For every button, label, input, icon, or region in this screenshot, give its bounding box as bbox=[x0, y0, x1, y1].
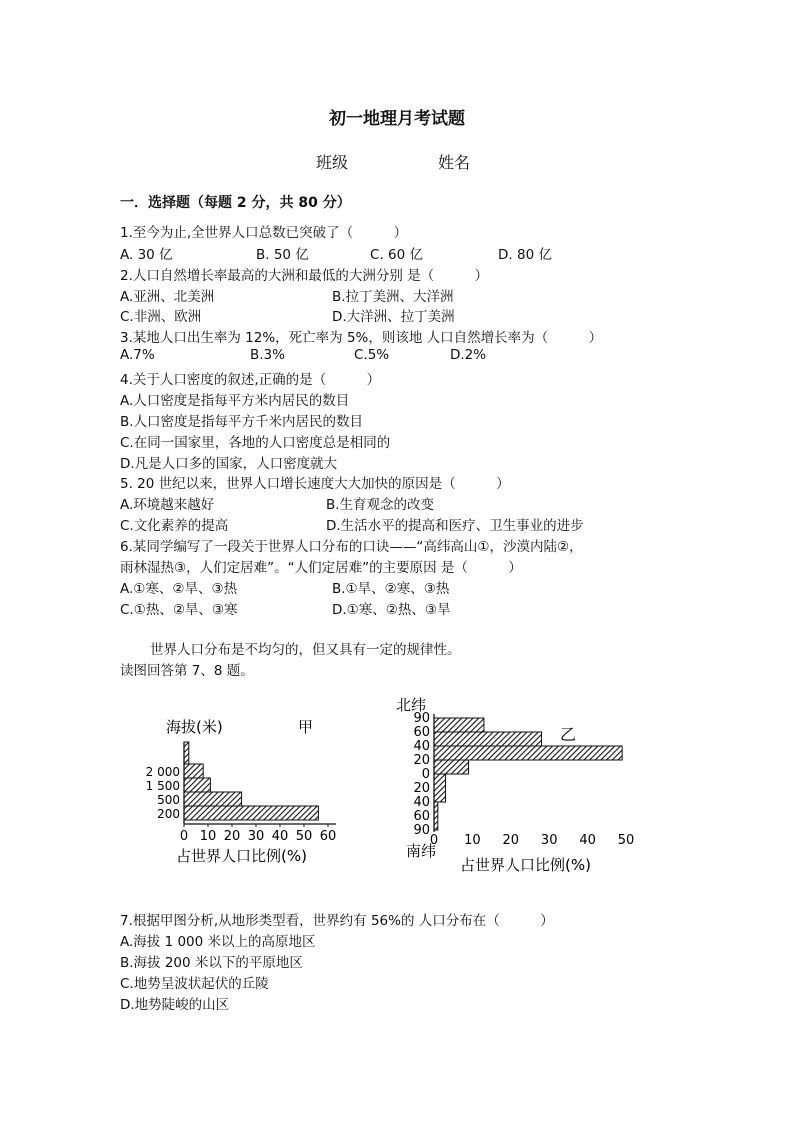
chart-b-lat-label: 20 bbox=[413, 781, 430, 796]
chart-a-tick-label: 10 bbox=[199, 829, 217, 844]
chart-b-tick-label: 40 bbox=[579, 833, 596, 848]
chart-b-tick-label: 30 bbox=[540, 833, 558, 848]
chart-a-category-label: 200 bbox=[157, 807, 180, 821]
question-1-option-b: B. 50 亿 bbox=[256, 247, 309, 263]
chart-a-bar bbox=[184, 778, 210, 792]
chart-a-plot bbox=[146, 742, 337, 844]
chart-a-tick-label: 30 bbox=[247, 829, 265, 844]
question-5-stem: 5. 20 世纪以来，世界人口增长速度大大加快的原因是（ ） bbox=[120, 476, 510, 492]
chart-a-tick-label: 60 bbox=[319, 829, 337, 844]
question-7-stem: 7.根据甲图分析,从地形类型看，世界约有 56%的 人口分布在（ ） bbox=[120, 913, 554, 929]
charts-svg bbox=[145, 684, 640, 884]
charts-figure bbox=[145, 684, 640, 888]
chart-b-tick-label: 10 bbox=[464, 833, 481, 848]
question-2-option-a: A.亚洲、北美洲 bbox=[120, 289, 215, 305]
chart-b-lat-label: 60 bbox=[413, 809, 430, 824]
question-2-stem: 2.人口自然增长率最高的大洲和最低的大洲分别 是（ ） bbox=[120, 268, 489, 284]
question-7-option-c: C.地势呈波状起伏的丘陵 bbox=[120, 976, 269, 992]
question-5-option-b: B.生育观念的改变 bbox=[326, 497, 435, 513]
chart-b-lat-label: 90 bbox=[413, 711, 430, 726]
question-6-option-d: D.①寒、②热、③旱 bbox=[332, 602, 451, 618]
name-label: 姓名 bbox=[438, 153, 471, 172]
question-4-option-c: C.在同一国家里，各地的人口密度总是相同的 bbox=[120, 435, 391, 451]
chart-a-category-label: 500 bbox=[157, 793, 180, 807]
question-4-option-b: B.人口密度是指每平方千米内居民的数目 bbox=[120, 414, 364, 430]
chart-a-category-label: 1 500 bbox=[145, 779, 180, 793]
question-2-option-b: B.拉丁美洲、大洋洲 bbox=[332, 289, 454, 305]
chart-a-category-label: 2 000 bbox=[145, 765, 180, 779]
chart-a-xlabel: 占世界人口比例(%) bbox=[176, 847, 307, 865]
question-2-option-d: D.大洋洲、拉丁美洲 bbox=[332, 309, 455, 325]
question-1-stem: 1.至今为止,全世界人口总数已突破了（ ） bbox=[120, 225, 408, 241]
question-3-option-c: C.5% bbox=[354, 347, 390, 363]
chart-b-title: 乙 bbox=[560, 725, 577, 744]
question-5-option-a: A.环境越来越好 bbox=[120, 497, 215, 513]
question-7-option-b: B.海拔 200 米以下的平原地区 bbox=[120, 955, 303, 971]
passage-line-1: 世界人口分布是不均匀的，但又具有一定的规律性。 bbox=[150, 642, 461, 658]
chart-b-lat-label: 60 bbox=[413, 725, 430, 740]
chart-a-tick-label: 50 bbox=[295, 829, 313, 844]
chart-b-lat-label: 40 bbox=[413, 739, 430, 754]
chart-a-bar bbox=[184, 764, 203, 778]
page-title: 初一地理月考试题 bbox=[329, 109, 465, 129]
chart-b-lat-label: 20 bbox=[413, 753, 430, 768]
chart-b-tick-label: 50 bbox=[617, 833, 635, 848]
question-3-option-d: D.2% bbox=[450, 347, 487, 363]
chart-b-ylabel-north: 北纬 bbox=[396, 696, 427, 714]
chart-a-bar bbox=[184, 806, 318, 820]
chart-b-plot bbox=[413, 711, 634, 848]
chart-b-bar bbox=[434, 746, 622, 760]
question-6-option-a: A.①寒、②旱、③热 bbox=[120, 581, 238, 597]
question-1-option-d: D. 80 亿 bbox=[498, 247, 552, 263]
question-6-stem-line-1: 6.某同学编写了一段关于世界人口分布的口诀——“高纬高山①，沙漠内陆②， bbox=[120, 539, 583, 555]
chart-a-tick-label: 40 bbox=[271, 829, 289, 844]
question-5-option-d: D.生活水平的提高和医疗、卫生事业的进步 bbox=[326, 518, 584, 534]
chart-b-bar bbox=[434, 718, 484, 732]
question-3-option-a: A.7% bbox=[120, 347, 155, 363]
chart-a-bar-top bbox=[184, 742, 189, 764]
question-4-stem: 4.关于人口密度的叙述,正确的是（ ） bbox=[120, 372, 381, 388]
chart-b-bar bbox=[434, 760, 469, 774]
question-2-option-c: C.非洲、欧洲 bbox=[120, 309, 202, 325]
question-5-option-c: C.文化素养的提高 bbox=[120, 518, 229, 534]
question-6-option-b: B.①旱、②寒、③热 bbox=[332, 581, 450, 597]
chart-b-lat-label: 40 bbox=[413, 795, 430, 810]
chart-a-tick-label: 0 bbox=[179, 829, 189, 844]
chart-b-bar bbox=[434, 774, 446, 802]
chart-b-tick-label: 0 bbox=[429, 833, 439, 848]
chart-b-tick-label: 20 bbox=[502, 833, 520, 848]
chart-a-title: 甲 bbox=[298, 718, 314, 736]
chart-b-bar bbox=[434, 732, 542, 746]
question-4-option-d: D.凡是人口多的国家，人口密度就大 bbox=[120, 456, 338, 472]
question-4-option-a: A.人口密度是指每平方米内居民的数目 bbox=[120, 393, 350, 409]
section-heading: 一．选择题（每题 2 分，共 80 分） bbox=[120, 195, 351, 211]
question-1-option-a: A. 30 亿 bbox=[120, 247, 173, 263]
question-7-option-d: D.地势陡峻的山区 bbox=[120, 997, 230, 1013]
chart-b-xlabel: 占世界人口比例(%) bbox=[460, 856, 591, 874]
question-6-option-c: C.①热、②旱、③寒 bbox=[120, 602, 238, 618]
chart-b-lat-label: 0 bbox=[421, 767, 430, 782]
question-6-stem-line-2: 雨林湿热③，人们定居难”。“人们定居难”的主要原因 是（ ） bbox=[120, 560, 522, 576]
chart-b-lat-label: 90 bbox=[413, 823, 430, 838]
question-1-option-c: C. 60 亿 bbox=[370, 247, 423, 263]
question-3-stem: 3.某地人口出生率为 12%，死亡率为 5%，则该地 人口自然增长率为（ ） bbox=[120, 330, 603, 346]
question-7-option-a: A.海拔 1 000 米以上的高原地区 bbox=[120, 934, 316, 950]
passage-line-2: 读图回答第 7、8 题。 bbox=[120, 663, 254, 679]
question-3-option-b: B.3% bbox=[250, 347, 285, 363]
chart-a-bar bbox=[184, 792, 242, 806]
chart-a-ylabel: 海拔(米) bbox=[166, 718, 223, 736]
class-label: 班级 bbox=[316, 153, 349, 172]
chart-b-ylabel-south: 南纬 bbox=[406, 842, 437, 860]
chart-a-tick-label: 20 bbox=[223, 829, 241, 844]
